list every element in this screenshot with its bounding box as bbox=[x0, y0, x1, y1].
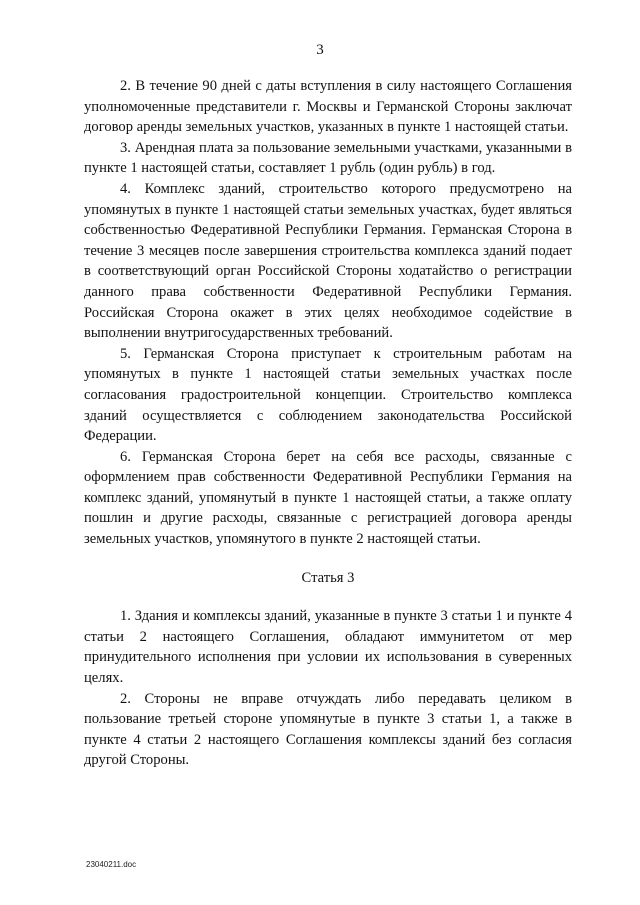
article3-paragraph-2: 2. Стороны не вправе отчуждать либо передавать целиком в пользование третьей стороне упомянутые в пункте 3 статьи 1, а также в пункте 4 статьи 2 настоящего Соглашения комплексы зданий без согласия другой Стороны. bbox=[84, 690, 572, 769]
heading-spacer bbox=[84, 588, 572, 606]
article2-paragraph-3: 3. Арендная плата за пользование земельными участками, указанными в пункте 1 настоящей статьи, составляет 1 рубль (один рубль) в год. bbox=[84, 139, 572, 177]
article2-paragraph-5: 5. Германская Сторона приступает к строительным работам на упомянутых в пункте 1 настоящей статьи земельных участках после согласования градостроительной концепции. Строительство комплекса зданий осуществляется с соблюдением законодательства Российской Федерации. bbox=[84, 345, 572, 445]
article2-paragraph-4: 4. Комплекс зданий, строительство которого предусмотрено на упомянутых в пункте 1 настоящей статьи земельных участках, будет являться собственностью Федеративной Республики Германия. Германская Сторона в течение 3 месяцев после завершения строительства комплекса зданий подает в соответствующий орган Российской Стороны ходатайство о регистрации данного права собственности Федеративной Республики Германия. Российская Сторона окажет в этих целях необходимое содействие в выполнении внутригосударственных требований. bbox=[84, 180, 572, 342]
document-body bbox=[84, 76, 572, 771]
page-number: 3 bbox=[316, 42, 324, 58]
article3-paragraph-1: 1. Здания и комплексы зданий, указанные в пункте 3 статьи 1 и пункте 4 статьи 2 настоящего Соглашения, обладают иммунитетом от мер принудительного исполнения при условии их использования в суверенных целях. bbox=[84, 608, 572, 687]
article2-paragraph-6: 6. Германская Сторона берет на себя все расходы, связанные с оформлением прав собственности Федеративной Республики Германия на комплекс зданий, упомянутый в пункте 1 настоящей статьи, а также оплату пошлин и другие расходы, связанные с регистрацией договора аренды земельных участков, упомянутого в пункте 2 настоящей статьи. bbox=[84, 448, 572, 548]
article3-heading: Статья 3 bbox=[301, 569, 355, 586]
section-spacer bbox=[84, 550, 572, 568]
footer-filename: 23040211.doc bbox=[86, 860, 137, 869]
article2-paragraph-2: 2. В течение 90 дней с даты вступления в силу настоящего Соглашения уполномоченные представители г. Москвы и Германской Стороны заключат договор аренды земельных участков, указанных в пункте 1 настоящей статьи. bbox=[84, 78, 572, 136]
